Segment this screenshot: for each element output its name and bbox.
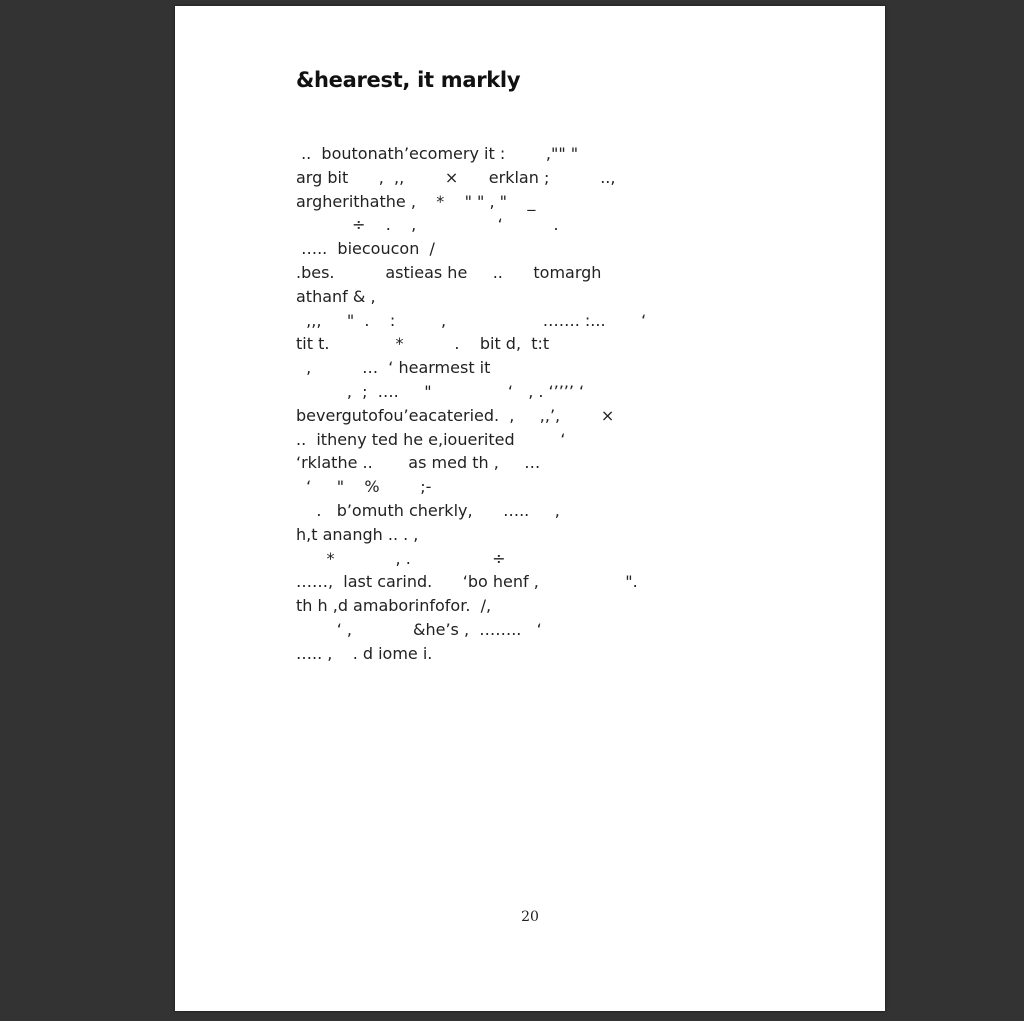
text-line: ,,, " . : , ……. :... ‘ bbox=[296, 310, 647, 330]
text-line: .. itheny ted he e,iouerited ‘ bbox=[296, 429, 566, 449]
text-line: athanf & , bbox=[296, 286, 376, 306]
text-line: .. boutonath’ecomery it : ,"" " bbox=[296, 144, 579, 163]
body-text bbox=[296, 142, 646, 666]
text-line: , ; …. " ‘ , . ‘’’’’ ‘ bbox=[296, 381, 585, 401]
text-line: ….. biecoucon / bbox=[296, 239, 435, 259]
text-line: . b’omuth cherkly, ….. , bbox=[296, 500, 560, 520]
text-line: .bes. astieas he .. tomargh bbox=[296, 262, 602, 282]
text-line: ….. , . d iome i. bbox=[296, 643, 433, 663]
document-page bbox=[175, 6, 885, 1011]
text-line: th h ,d amaborinfofor. /, bbox=[296, 596, 492, 616]
text-line: ‘rklathe .. as med th , … bbox=[296, 453, 541, 473]
text-line: bevergutofou’eacateried. , ,,’, × bbox=[296, 405, 615, 425]
text-line: * , . ÷ bbox=[296, 548, 506, 568]
text-line: ……, last carind. ‘bo henf , ". bbox=[296, 572, 638, 592]
page-title: &hearest, it markly bbox=[296, 68, 521, 92]
text-line: tit t. * . bit d, t:t bbox=[296, 334, 550, 354]
text-line: arg bit , ,, × erklan ; .., bbox=[296, 167, 616, 187]
text-line: ÷ . , ‘ . bbox=[296, 215, 559, 235]
text-line: ‘ , &he’s , …….. ‘ bbox=[296, 619, 542, 639]
text-line: h,t anangh .. . , bbox=[296, 524, 419, 544]
text-line: ‘ " % ;- bbox=[296, 477, 432, 497]
text-line: argherithathe , * " " , " _ bbox=[296, 191, 536, 211]
page-number: 20 bbox=[521, 909, 539, 925]
text-line: , … ‘ hearmest it bbox=[296, 358, 491, 378]
